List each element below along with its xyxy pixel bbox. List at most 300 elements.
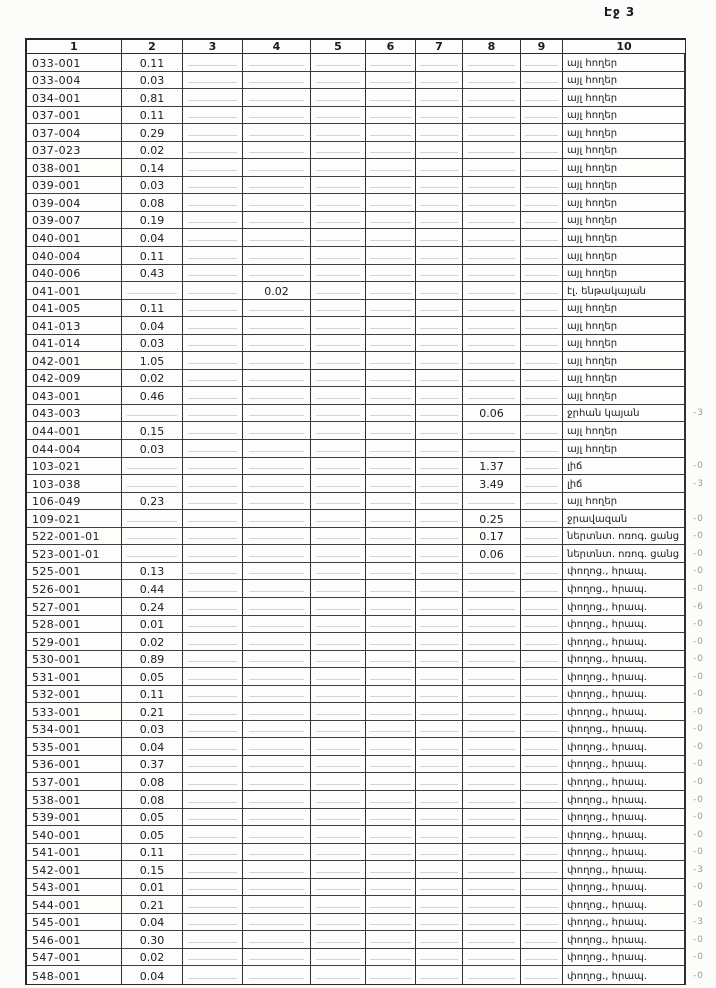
cell-area-col8	[463, 616, 521, 633]
cell-area-col2: 0.13	[122, 563, 183, 580]
cell-area-col8: 0.06	[463, 545, 521, 562]
column-header-3: 3	[183, 40, 243, 53]
cell-col7	[416, 300, 463, 317]
cell-col5	[311, 598, 366, 615]
cell-area-col2: 0.15	[122, 861, 183, 878]
cell-col4	[243, 247, 311, 264]
cell-land-use: էլ. ենթակայան	[563, 282, 685, 299]
cell-area-col8	[463, 896, 521, 913]
cell-parcel-code: 547-001	[27, 949, 122, 966]
margin-pencil-annotation: -0	[693, 847, 704, 858]
cell-col7	[416, 387, 463, 404]
cell-col3	[183, 107, 243, 124]
cell-col3	[183, 405, 243, 422]
cell-col7	[416, 370, 463, 387]
cell-col4	[243, 861, 311, 878]
table-row	[27, 212, 685, 230]
cell-col9	[521, 387, 563, 404]
cell-area-col2	[122, 475, 183, 492]
cell-col3	[183, 528, 243, 545]
cell-col7	[416, 194, 463, 211]
cell-col4	[243, 212, 311, 229]
cell-col9	[521, 194, 563, 211]
table-row	[27, 194, 685, 212]
cell-col4	[243, 54, 311, 71]
cell-col7	[416, 949, 463, 966]
cell-parcel-code: 527-001	[27, 598, 122, 615]
cell-col9	[521, 563, 563, 580]
cell-parcel-code: 545-001	[27, 914, 122, 931]
cell-col4	[243, 844, 311, 861]
cell-col9	[521, 633, 563, 650]
cell-col6	[366, 177, 416, 194]
cell-col7	[416, 545, 463, 562]
cell-parcel-code: 541-001	[27, 844, 122, 861]
cell-col4	[243, 510, 311, 527]
cell-area-col2	[122, 282, 183, 299]
cell-parcel-code: 529-001	[27, 633, 122, 650]
margin-pencil-annotation: -0	[693, 531, 704, 542]
cell-col7	[416, 265, 463, 282]
cell-col5	[311, 89, 366, 106]
cell-col7	[416, 651, 463, 668]
cell-land-use: այլ հողեր	[563, 440, 685, 457]
cell-land-use: այլ հողեր	[563, 107, 685, 124]
cell-col9	[521, 598, 563, 615]
margin-pencil-annotation: -6	[693, 601, 704, 612]
cell-parcel-code: 103-038	[27, 475, 122, 492]
cell-col5	[311, 791, 366, 808]
cell-area-col8: 0.06	[463, 405, 521, 422]
cell-parcel-code: 530-001	[27, 651, 122, 668]
cell-parcel-code: 040-004	[27, 247, 122, 264]
cell-col9	[521, 177, 563, 194]
cell-col6	[366, 387, 416, 404]
cell-col7	[416, 861, 463, 878]
cell-col7	[416, 844, 463, 861]
margin-pencil-annotation: -0	[693, 513, 704, 524]
cell-col5	[311, 879, 366, 896]
cell-col4	[243, 879, 311, 896]
cell-land-use: այլ հողեր	[563, 194, 685, 211]
cell-col4	[243, 352, 311, 369]
cell-col3	[183, 229, 243, 246]
margin-pencil-annotation: -0	[693, 812, 704, 823]
cell-col6	[366, 896, 416, 913]
cell-area-col8	[463, 89, 521, 106]
cell-area-col2: 0.04	[122, 738, 183, 755]
cell-col3	[183, 633, 243, 650]
cell-land-use: լիճ	[563, 458, 685, 475]
cell-col7	[416, 896, 463, 913]
table-header-row	[27, 40, 685, 54]
cell-col4	[243, 686, 311, 703]
cell-parcel-code: 042-009	[27, 370, 122, 387]
cell-col7	[416, 352, 463, 369]
cell-area-col8	[463, 598, 521, 615]
table-row	[27, 598, 704, 616]
column-header-6: 6	[366, 40, 416, 53]
cell-parcel-code: 041-005	[27, 300, 122, 317]
cell-land-use: փողոց., հրապ.	[563, 738, 685, 755]
cell-area-col8	[463, 791, 521, 808]
cell-col6	[366, 686, 416, 703]
cell-col4	[243, 773, 311, 790]
table-row	[27, 931, 704, 949]
cell-col5	[311, 458, 366, 475]
table-row	[27, 651, 704, 669]
cell-col4	[243, 791, 311, 808]
cell-area-col2: 0.01	[122, 879, 183, 896]
cell-col9	[521, 949, 563, 966]
cell-parcel-code: 039-001	[27, 177, 122, 194]
cell-col9	[521, 545, 563, 562]
cell-area-col2: 0.29	[122, 124, 183, 141]
cell-area-col2: 0.04	[122, 914, 183, 931]
cell-area-col2: 0.04	[122, 317, 183, 334]
cell-parcel-code: 539-001	[27, 809, 122, 826]
cell-col6	[366, 791, 416, 808]
cell-area-col8	[463, 265, 521, 282]
cell-col9	[521, 580, 563, 597]
cell-land-use: այլ հողեր	[563, 422, 685, 439]
cell-col7	[416, 598, 463, 615]
cell-area-col8	[463, 826, 521, 843]
cell-area-col2: 0.81	[122, 89, 183, 106]
cell-col9	[521, 914, 563, 931]
cell-col4	[243, 317, 311, 334]
cell-col6	[366, 247, 416, 264]
cell-area-col2: 0.03	[122, 72, 183, 89]
cell-col9	[521, 124, 563, 141]
cell-col3	[183, 931, 243, 948]
margin-pencil-annotation: -0	[693, 970, 704, 981]
table-row	[27, 791, 704, 809]
cell-area-col8	[463, 861, 521, 878]
cell-col9	[521, 107, 563, 124]
cell-col5	[311, 387, 366, 404]
cell-col3	[183, 686, 243, 703]
cell-col7	[416, 791, 463, 808]
cell-col6	[366, 703, 416, 720]
cell-area-col2: 0.11	[122, 686, 183, 703]
cell-col5	[311, 826, 366, 843]
cell-col7	[416, 405, 463, 422]
cell-col9	[521, 212, 563, 229]
cell-col7	[416, 931, 463, 948]
cell-col6	[366, 844, 416, 861]
cell-col4	[243, 370, 311, 387]
cell-area-col8	[463, 335, 521, 352]
cell-parcel-code: 528-001	[27, 616, 122, 633]
cell-col6	[366, 914, 416, 931]
cell-land-use: փողոց., հրապ.	[563, 633, 685, 650]
column-header-5: 5	[311, 40, 366, 53]
cell-col5	[311, 703, 366, 720]
cell-col6	[366, 966, 416, 984]
cell-area-col2: 0.03	[122, 440, 183, 457]
cell-col7	[416, 142, 463, 159]
cell-col4	[243, 229, 311, 246]
cell-col4	[243, 475, 311, 492]
cell-col6	[366, 440, 416, 457]
cell-land-use: փողոց., հրապ.	[563, 563, 685, 580]
cell-col5	[311, 142, 366, 159]
cell-area-col2	[122, 458, 183, 475]
cell-col9	[521, 616, 563, 633]
cell-land-use: այլ հողեր	[563, 177, 685, 194]
cell-col9	[521, 791, 563, 808]
cell-col6	[366, 721, 416, 738]
cell-col3	[183, 370, 243, 387]
margin-pencil-annotation: -0	[693, 741, 704, 752]
cell-col4	[243, 387, 311, 404]
margin-pencil-annotation: -0	[693, 548, 704, 559]
cell-col9	[521, 370, 563, 387]
cell-land-use: փողոց., հրապ.	[563, 896, 685, 913]
table-row	[27, 703, 704, 721]
cell-parcel-code: 038-001	[27, 159, 122, 176]
cell-area-col2: 0.08	[122, 791, 183, 808]
cell-area-col8	[463, 703, 521, 720]
cell-parcel-code: 034-001	[27, 89, 122, 106]
cell-area-col2: 0.11	[122, 300, 183, 317]
cell-land-use: այլ հողեր	[563, 54, 685, 71]
cell-land-use: փողոց., հրապ.	[563, 721, 685, 738]
cell-area-col2: 0.04	[122, 966, 183, 984]
margin-pencil-annotation: -0	[693, 461, 704, 472]
cell-land-use: փողոց., հրապ.	[563, 651, 685, 668]
cell-col9	[521, 686, 563, 703]
cell-col5	[311, 528, 366, 545]
cell-col7	[416, 247, 463, 264]
cell-col5	[311, 265, 366, 282]
cell-land-use: փողոց., հրապ.	[563, 966, 685, 984]
cell-land-use: այլ հողեր	[563, 370, 685, 387]
cell-parcel-code: 538-001	[27, 791, 122, 808]
cell-col9	[521, 335, 563, 352]
table-row	[27, 54, 685, 72]
cell-land-use: փողոց., հրապ.	[563, 686, 685, 703]
cell-col5	[311, 668, 366, 685]
cell-col3	[183, 949, 243, 966]
cell-parcel-code: 531-001	[27, 668, 122, 685]
cell-area-col8	[463, 844, 521, 861]
cell-col9	[521, 896, 563, 913]
cell-col5	[311, 475, 366, 492]
page-number-label: Էջ 3	[604, 5, 636, 19]
cell-col5	[311, 545, 366, 562]
cell-land-use: փողոց., հրապ.	[563, 826, 685, 843]
cell-area-col8	[463, 580, 521, 597]
cell-parcel-code: 103-021	[27, 458, 122, 475]
cell-col5	[311, 72, 366, 89]
table-row	[27, 89, 685, 107]
cell-col4	[243, 580, 311, 597]
cell-parcel-code: 039-007	[27, 212, 122, 229]
margin-pencil-annotation: -3	[693, 478, 704, 489]
cell-area-col2	[122, 405, 183, 422]
cell-col9	[521, 668, 563, 685]
cell-area-col8: 0.25	[463, 510, 521, 527]
cell-col4	[243, 194, 311, 211]
cell-col7	[416, 54, 463, 71]
cell-col3	[183, 580, 243, 597]
cell-parcel-code: 522-001-01	[27, 528, 122, 545]
cell-col4	[243, 738, 311, 755]
cell-parcel-code: 525-001	[27, 563, 122, 580]
table-row	[27, 896, 704, 914]
cell-area-col2: 0.03	[122, 721, 183, 738]
cell-col4	[243, 458, 311, 475]
cell-col9	[521, 142, 563, 159]
cell-col4	[243, 159, 311, 176]
table-row	[27, 668, 704, 686]
cell-area-col8	[463, 914, 521, 931]
margin-pencil-annotation: -0	[693, 566, 704, 577]
cell-col7	[416, 738, 463, 755]
cell-col4	[243, 721, 311, 738]
cell-col7	[416, 72, 463, 89]
cell-parcel-code: 037-004	[27, 124, 122, 141]
cell-land-use: փողոց., հրապ.	[563, 756, 685, 773]
cell-col5	[311, 493, 366, 510]
cell-area-col2: 0.05	[122, 809, 183, 826]
cell-area-col8	[463, 721, 521, 738]
margin-pencil-annotation: -0	[693, 706, 704, 717]
cell-land-use: ներտնտ. ոռոգ. ցանց	[563, 528, 685, 545]
cell-col5	[311, 107, 366, 124]
cell-col9	[521, 475, 563, 492]
cell-col5	[311, 861, 366, 878]
cell-land-use: լիճ	[563, 475, 685, 492]
cell-area-col2	[122, 510, 183, 527]
cell-area-col8	[463, 229, 521, 246]
table-row	[27, 335, 685, 353]
cell-land-use: այլ հողեր	[563, 212, 685, 229]
cell-col5	[311, 721, 366, 738]
cell-col9	[521, 738, 563, 755]
table-row	[27, 861, 704, 879]
cell-col4	[243, 931, 311, 948]
cell-col3	[183, 282, 243, 299]
cell-area-col2: 0.08	[122, 194, 183, 211]
cell-col5	[311, 352, 366, 369]
cell-col9	[521, 440, 563, 457]
cell-land-use: այլ հողեր	[563, 265, 685, 282]
cell-col3	[183, 668, 243, 685]
cell-land-use: փողոց., հրապ.	[563, 598, 685, 615]
cell-col4	[243, 177, 311, 194]
cell-col5	[311, 335, 366, 352]
margin-pencil-annotation: -0	[693, 882, 704, 893]
cell-col5	[311, 738, 366, 755]
cell-col7	[416, 633, 463, 650]
cell-col6	[366, 931, 416, 948]
cell-col6	[366, 668, 416, 685]
cell-parcel-code: 533-001	[27, 703, 122, 720]
table-row	[27, 493, 685, 511]
cell-area-col2: 0.44	[122, 580, 183, 597]
cell-area-col8	[463, 300, 521, 317]
cell-col6	[366, 212, 416, 229]
cell-parcel-code: 033-001	[27, 54, 122, 71]
cell-col9	[521, 317, 563, 334]
cell-col7	[416, 721, 463, 738]
cell-area-col8	[463, 738, 521, 755]
margin-pencil-annotation: -0	[693, 899, 704, 910]
cell-parcel-code: 109-021	[27, 510, 122, 527]
cell-land-use: ջրհան կայան	[563, 405, 685, 422]
cell-col4	[243, 72, 311, 89]
cell-area-col8	[463, 633, 521, 650]
margin-pencil-annotation: -3	[693, 917, 704, 928]
cell-area-col8	[463, 493, 521, 510]
cell-col5	[311, 370, 366, 387]
cell-parcel-code: 043-001	[27, 387, 122, 404]
cell-col3	[183, 352, 243, 369]
margin-pencil-annotation: -3	[693, 408, 704, 419]
cell-parcel-code: 540-001	[27, 826, 122, 843]
cell-col9	[521, 879, 563, 896]
cell-area-col8: 0.17	[463, 528, 521, 545]
cell-col9	[521, 247, 563, 264]
column-header-4: 4	[243, 40, 311, 53]
cell-area-col2	[122, 545, 183, 562]
table-row	[27, 72, 685, 90]
cell-col4	[243, 598, 311, 615]
cell-area-col2: 0.89	[122, 651, 183, 668]
cell-col4	[243, 335, 311, 352]
cell-col6	[366, 422, 416, 439]
cell-col3	[183, 651, 243, 668]
cell-col9	[521, 510, 563, 527]
cell-col3	[183, 458, 243, 475]
cell-col7	[416, 107, 463, 124]
cell-col6	[366, 738, 416, 755]
table-row	[27, 265, 685, 283]
cell-area-col8	[463, 317, 521, 334]
cell-col9	[521, 300, 563, 317]
cell-area-col8	[463, 194, 521, 211]
cell-land-use: այլ հողեր	[563, 229, 685, 246]
cell-col4	[243, 949, 311, 966]
cell-col6	[366, 265, 416, 282]
cell-col3	[183, 493, 243, 510]
cell-col5	[311, 54, 366, 71]
cell-col4	[243, 545, 311, 562]
cell-col3	[183, 598, 243, 615]
cell-area-col2: 0.08	[122, 773, 183, 790]
cell-land-use: փողոց., հրապ.	[563, 703, 685, 720]
cell-col5	[311, 300, 366, 317]
cell-col4	[243, 633, 311, 650]
cell-col6	[366, 72, 416, 89]
table-row	[27, 580, 704, 598]
cell-col9	[521, 826, 563, 843]
cell-col4: 0.02	[243, 282, 311, 299]
cell-col5	[311, 563, 366, 580]
cell-col5	[311, 896, 366, 913]
cell-area-col2: 0.02	[122, 633, 183, 650]
cell-col4	[243, 651, 311, 668]
cell-parcel-code: 537-001	[27, 773, 122, 790]
column-header-10: 10	[616, 40, 632, 53]
margin-pencil-annotation: -0	[693, 636, 704, 647]
cell-area-col2: 0.01	[122, 616, 183, 633]
cell-area-col8	[463, 563, 521, 580]
cell-area-col2: 0.19	[122, 212, 183, 229]
